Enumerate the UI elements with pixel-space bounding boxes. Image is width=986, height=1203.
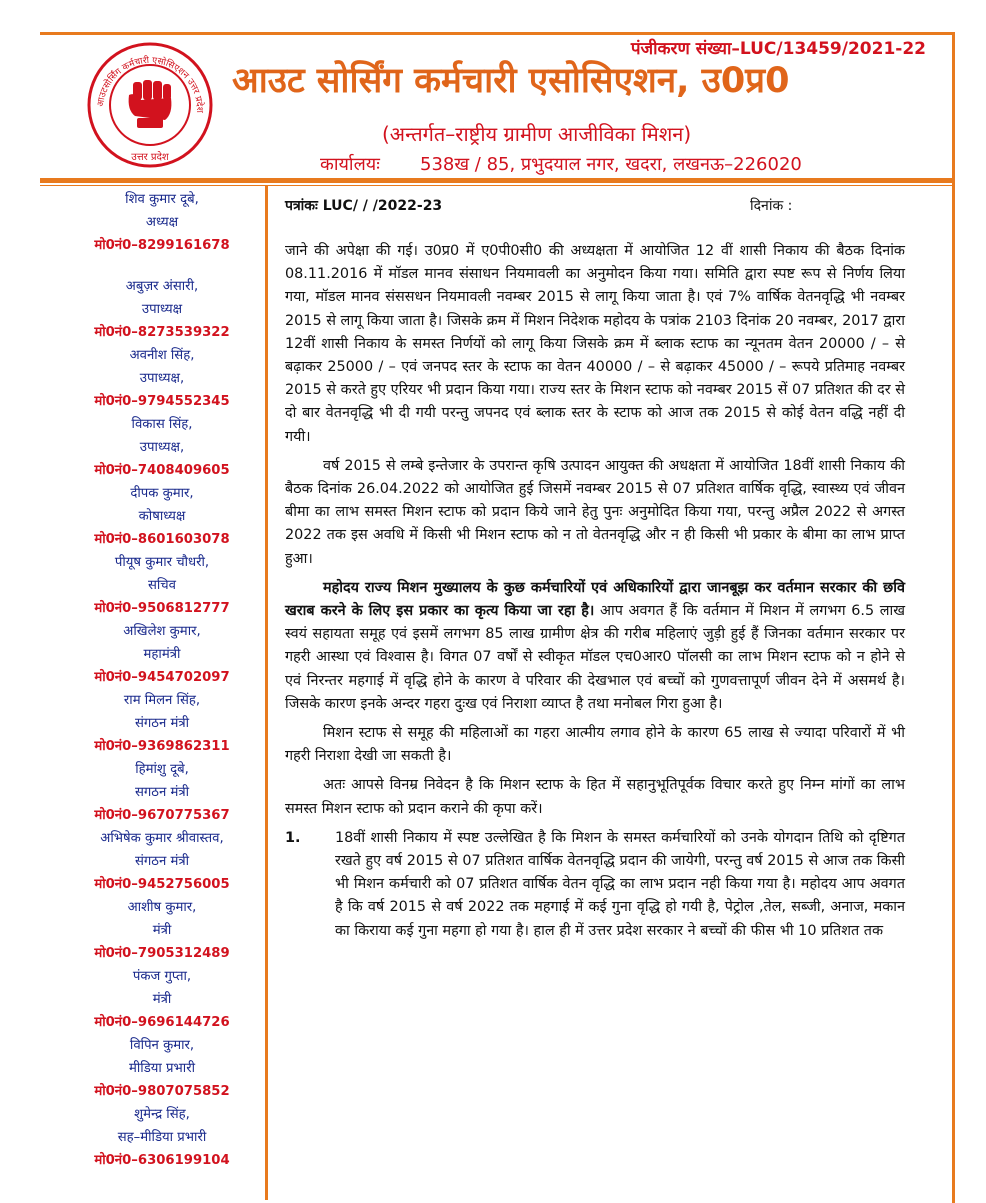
- reference-number: पत्रांकः LUC/ / /2022-23: [285, 198, 443, 214]
- office-address: 538ख / 85, प्रभुदयाल नगर, खदरा, लखनऊ–226020: [420, 154, 802, 175]
- member-role: सह–मीडिया प्रभारी: [117, 1130, 207, 1145]
- paragraph: मिशन स्टाफ से समूह की महिलाओं का गहरा आत्मीय लगाव होने के कारण 65 लाख से ज्यादा परिवारों में भी गहरी निराशा देखी जा सकती है।: [285, 725, 905, 765]
- paragraph: वर्ष 2015 से लम्बे इन्तेजार के उपरान्त कृषि उत्पादन आयुक्त की अधक्षता में आयोजित 18वीं शासी निकाय की बैठक दिनांक 26.04.2022 को आयोजित हुई जिसमें नवम्बर 2015 से 07 प्रतिशत वार्षिक वृद्धि, स्वास्थ्य एवं जीवन बीमा का लाभ समस्त मिशन स्टाफ को प्रदान किये जाने हेतु पुनः अनुमोदित किया गया, परन्तु अप्रैल 2022 से अगस्त 2022 तक इस अवधि में किसी भी मिशन स्टाफ को न तो वेतनवृद्धि और न ही किसी भी प्रकार के बीमा का लाभ प्राप्त हुआ।: [285, 457, 905, 567]
- member-name: पीयूष कुमार चौधरी,: [114, 555, 210, 570]
- header-divider-thin: [40, 185, 955, 186]
- member-entry: [62, 275, 262, 344]
- organization-name: आउट सोर्सिंग कर्मचारी एसोसिएशन, उ0प्र0: [232, 61, 790, 101]
- member-name: अभिषेक कुमार श्रीवास्तव,: [100, 831, 224, 846]
- paragraph: अतः आपसे विनम्र निवेदन है कि मिशन स्टाफ के हित में सहानुभूतिपूर्वक विचार करते हुए निम्न मांगों का लाभ समस्त मिशन स्टाफ को प्रदान कराने की कृपा करें।: [285, 777, 905, 817]
- member-mobile: मो0नं0–7408409605: [94, 463, 230, 478]
- member-name: पंकज गुप्ता,: [132, 969, 192, 984]
- member-name: अवनीश सिंह,: [129, 348, 195, 363]
- member-mobile: मो0नं0–8299161678: [94, 238, 230, 253]
- item-number: 1.: [285, 829, 301, 846]
- member-role: संगठन मंत्री: [134, 716, 190, 731]
- member-name: दीपक कुमार,: [130, 486, 194, 501]
- member-entry: [62, 827, 262, 896]
- member-entry: [62, 758, 262, 827]
- header-divider: [40, 178, 955, 183]
- member-name: अबुज़र अंसारी,: [125, 279, 199, 294]
- member-entry: [62, 1034, 262, 1103]
- logo-bottom-text: उत्तर प्रदेश: [131, 152, 169, 163]
- member-role: मंत्री: [152, 923, 172, 938]
- member-name: विकास सिंह,: [131, 417, 193, 432]
- member-entry: [62, 965, 262, 1034]
- member-mobile: मो0नं0–9454702097: [94, 670, 230, 685]
- member-name: राम मिलन सिंह,: [123, 693, 201, 708]
- member-mobile: मो0नं0–7905312489: [94, 946, 230, 961]
- member-mobile: मो0नं0–9670775367: [94, 808, 230, 823]
- member-entry: [62, 620, 262, 689]
- member-mobile: मो0नं0–6306199104: [94, 1153, 230, 1168]
- member-mobile: मो0नं0–9807075852: [94, 1084, 230, 1099]
- member-entry: [62, 482, 262, 551]
- member-role: उपाध्यक्ष: [141, 302, 183, 317]
- member-role: संगठन मंत्री: [134, 854, 190, 869]
- member-mobile: मो0नं0–8601603078: [94, 532, 230, 547]
- member-role: अध्यक्ष: [145, 215, 179, 230]
- date-label: दिनांक :: [750, 198, 793, 214]
- logo-ring-text: आउटसोर्सिंग कर्मचारी एसोसिएशन उत्तर प्रदेश: [95, 55, 205, 113]
- member-role: कोषाध्यक्ष: [138, 509, 186, 524]
- member-entry: [62, 896, 262, 965]
- member-role: सगठन मंत्री: [134, 785, 190, 800]
- member-mobile: मो0नं0–9452756005: [94, 877, 230, 892]
- letter-meta: [285, 196, 935, 218]
- member-name: शिव कुमार दूबे,: [125, 192, 199, 207]
- member-role: महामंत्री: [143, 647, 181, 662]
- office-label: कार्यालयः: [320, 154, 380, 175]
- paragraph: [285, 577, 905, 716]
- member-name: अखिलेश कुमार,: [123, 624, 201, 639]
- item-text: 18वीं शासी निकाय में स्पष्ट उल्लेखित है कि मिशन के समस्त कर्मचारियों को उनके योगदान तिथि को दृष्टिगत रखते हुए वर्ष 2015 से 07 प्रतिशत वार्षिक वेतनवृद्धि प्रदान की जायेगी, परन्तु वर्ष 2015 से आज तक किसी भी मिशन कर्मचारी को 07 प्रतिशत वार्षिक वेतन वृद्धि का लाभ प्रदान नही किया गया है। महोदय आप अवगत है कि वर्ष 2015 से वर्ष 2022 तक महगाई में कई गुना वृद्धि हो गयी है, पेट्रोल ,तेल, सब्जी, अनाज, मकान का किराया कई गुना महगा हो गया है। हाल ही में उत्तर प्रदेश सरकार ने बच्चों की फीस भी 10 प्रतिशत तक: [335, 829, 905, 939]
- member-role: मीडिया प्रभारी: [128, 1061, 196, 1076]
- member-entry: [62, 188, 262, 257]
- member-mobile: मो0नं0–9696144726: [94, 1015, 230, 1030]
- member-mobile: मो0नं0–9794552345: [94, 394, 230, 409]
- sidebar-divider: [265, 186, 268, 1200]
- member-entry: [62, 551, 262, 620]
- member-name: आशीष कुमार,: [127, 900, 197, 915]
- member-entry: [62, 689, 262, 758]
- member-role: उपाध्यक्ष,: [139, 440, 185, 455]
- organization-subtitle: (अन्तर्गत–राष्ट्रीय ग्रामीण आजीविका मिशन): [382, 122, 692, 146]
- letter-body: [285, 240, 905, 943]
- member-mobile: मो0नं0–9369862311: [94, 739, 230, 754]
- raised-fist-icon: [85, 40, 215, 170]
- member-entry: [62, 1103, 262, 1172]
- member-entry: [62, 344, 262, 413]
- office-bearers-list: [62, 188, 262, 1188]
- demand-item: [285, 827, 905, 943]
- member-name: शुमेन्द्र सिंह,: [134, 1107, 190, 1122]
- member-role: उपाध्यक्ष,: [139, 371, 185, 386]
- paragraph-text: आप अवगत हैं कि वर्तमान में मिशन में लगभग 6.5 लाख स्वयं सहायता समूह एवं इसमें लगभग 85 लाख ग्रामीण क्षेत्र की गरीब महिलाएं जुड़ी हुई हैं जिनका वर्तमान सरकार पर गहरी आस्था एवं विश्वास है। विगत 07 वर्षों से स्वीकृत मॉडल एच0आर0 पॉलसी का लाभ मिशन स्टाफ को न होने से एवं निरन्तर महगाई में वृद्धि होने के कारण वे परिवार की देखभाल एवं बच्चों को गुणवत्तापूर्ण जीवन देने में असमर्थ है। जिसके कारण इनके अन्दर गहरा दुःख एवं निराशा व्याप्त है तथा मनोबल गिरा हुआ है।: [285, 603, 905, 712]
- member-role: सचिव: [147, 578, 177, 593]
- member-entry: [62, 413, 262, 482]
- member-name: हिमांशु दूबे,: [135, 762, 189, 777]
- registration-number: पंजीकरण संख्या–LUC/13459/2021-22: [630, 39, 926, 59]
- member-mobile: मो0नं0–9506812777: [94, 601, 230, 616]
- member-role: मंत्री: [152, 992, 172, 1007]
- emphasis-text: महोदय राज्य मिशन मुख्यालय के कुछ कर्मचारियों एवं अधिकारियों द्वारा जानबूझ कर वर्तमान सरकार की छवि खराब करने के लिए इस प्रकार का कृत्य किया जा रहा है।: [285, 579, 905, 620]
- member-name: विपिन कुमार,: [129, 1038, 195, 1053]
- member-mobile: मो0नं0–8273539322: [94, 325, 230, 340]
- paragraph: जाने की अपेक्षा की गई। उ0प्र0 में ए0पी0सी0 की अध्यक्षता में आयोजित 12 वीं शासी निकाय की बैठक दिनांक 08.11.2016 में मॉडल मानव संसाधन नियमावली का अनुमोदन किया गया। समिति द्वारा स्पष्ट रूप से निर्णय लिया गया, मॉडल मानव संससधन नियमावली नवम्बर 2015 से लागू किया जाता है। एवं 7% वार्षिक वेतनवृद्धि भी नवम्बर 2015 से लागू किया जाता है। जिसके क्रम में मिशन निदेशक महोदय के पत्रांक 2103 दिनांक 20 नवम्बर, 2017 द्वारा 12वीं शासी निकाय के समस्त निर्णयों को लागू किया जिसके क्रम में ब्लाक स्टाफ का न्यूनतम वेतन 20000 / – से बढ़ाकर 25000 / – एवं जनपद स्तर के स्टाफ का वेतन 40000 / – से बढ़ाकर 45000 / – रूपये प्रतिमाह नवम्बर 2015 से करते हुए एरियर भी प्रदान किया गया। राज्य स्तर के मिशन स्टाफ को नवम्बर 2015 सें 07 प्रतिशत की दर से दो बार वेतनवृद्धि भी दी गयी परन्तु जपनद एवं ब्लाक स्तर के स्टाफ को आज तक 2015 से कोई वेतन वद्धि नहीं दी गयी।: [285, 243, 905, 445]
